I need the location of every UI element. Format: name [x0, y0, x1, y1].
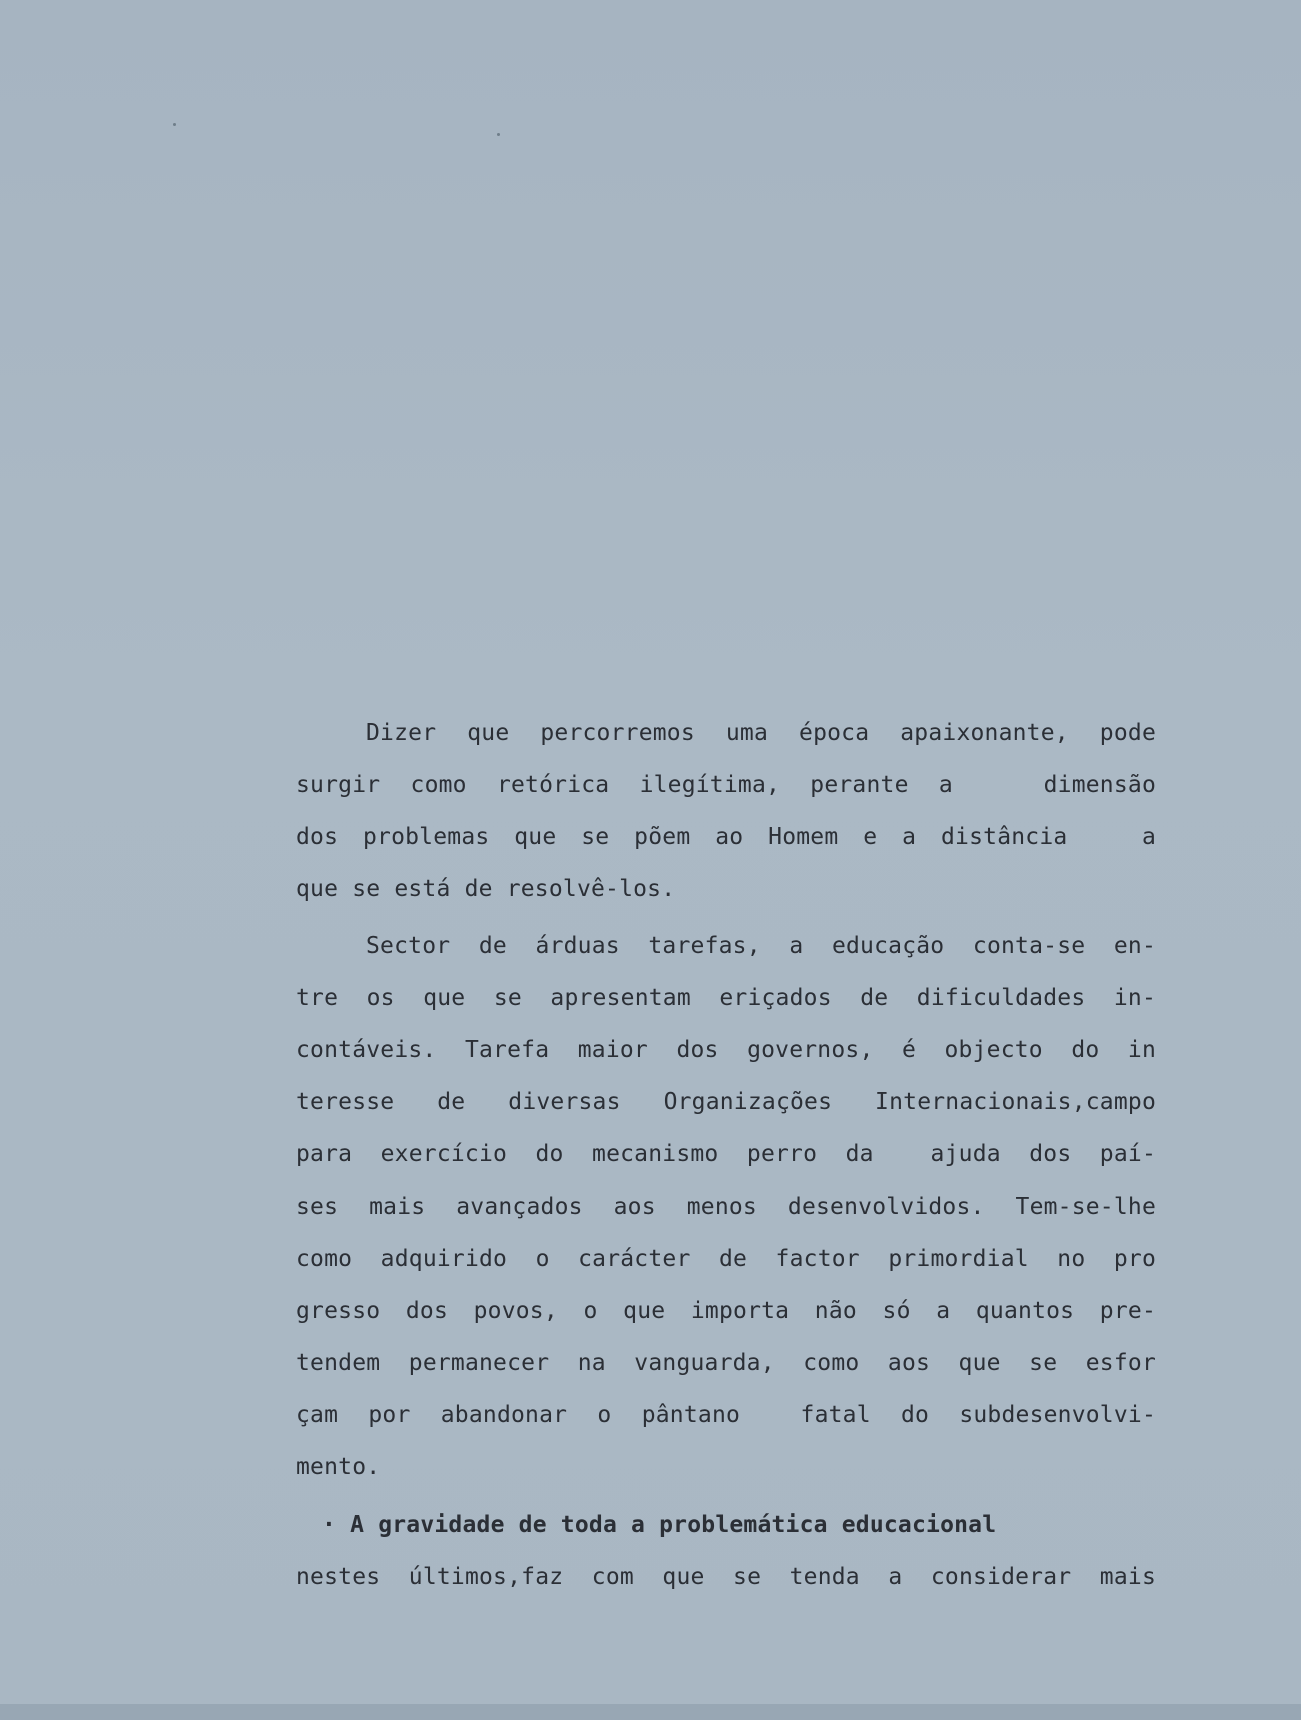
- text-line: tre os que se apresentam eriçados de dificuldades in-: [296, 985, 1156, 1011]
- text-line: surgir como retórica ilegítima, perante a dimensão: [296, 772, 1156, 798]
- page-bottom-edge: [0, 1704, 1301, 1720]
- text-line: nestes últimos,faz com que se tenda a considerar mais: [296, 1564, 1156, 1590]
- text-line: çam por abandonar o pântano fatal do subdesenvolvi-: [296, 1402, 1156, 1428]
- text-line: para exercício do mecanismo perro da ajuda dos paí-: [296, 1141, 1156, 1167]
- paper-speck: [173, 123, 176, 126]
- text-line: teresse de diversas Organizações Internacionais,campo: [296, 1089, 1156, 1115]
- text-line: ses mais avançados aos menos desenvolvidos. Tem-se-lhe: [296, 1194, 1156, 1220]
- paper-speck: [497, 133, 500, 136]
- text-line: Dizer que percorremos uma época apaixonante, pode: [366, 720, 1156, 746]
- text-line: que se está de resolvê-los.: [296, 876, 676, 902]
- text-line: · A gravidade de toda a problemática educacional: [322, 1512, 997, 1538]
- text-line: gresso dos povos, o que importa não só a quantos pre-: [296, 1298, 1156, 1324]
- text-line: Sector de árduas tarefas, a educação conta-se en-: [366, 933, 1156, 959]
- text-line: contáveis. Tarefa maior dos governos, é objecto do in: [296, 1037, 1156, 1063]
- text-line: como adquirido o carácter de factor primordial no pro: [296, 1246, 1156, 1272]
- text-line: dos problemas que se põem ao Homem e a distância a: [296, 824, 1156, 850]
- text-line: tendem permanecer na vanguarda, como aos que se esfor: [296, 1350, 1156, 1376]
- text-line: mento.: [296, 1454, 381, 1480]
